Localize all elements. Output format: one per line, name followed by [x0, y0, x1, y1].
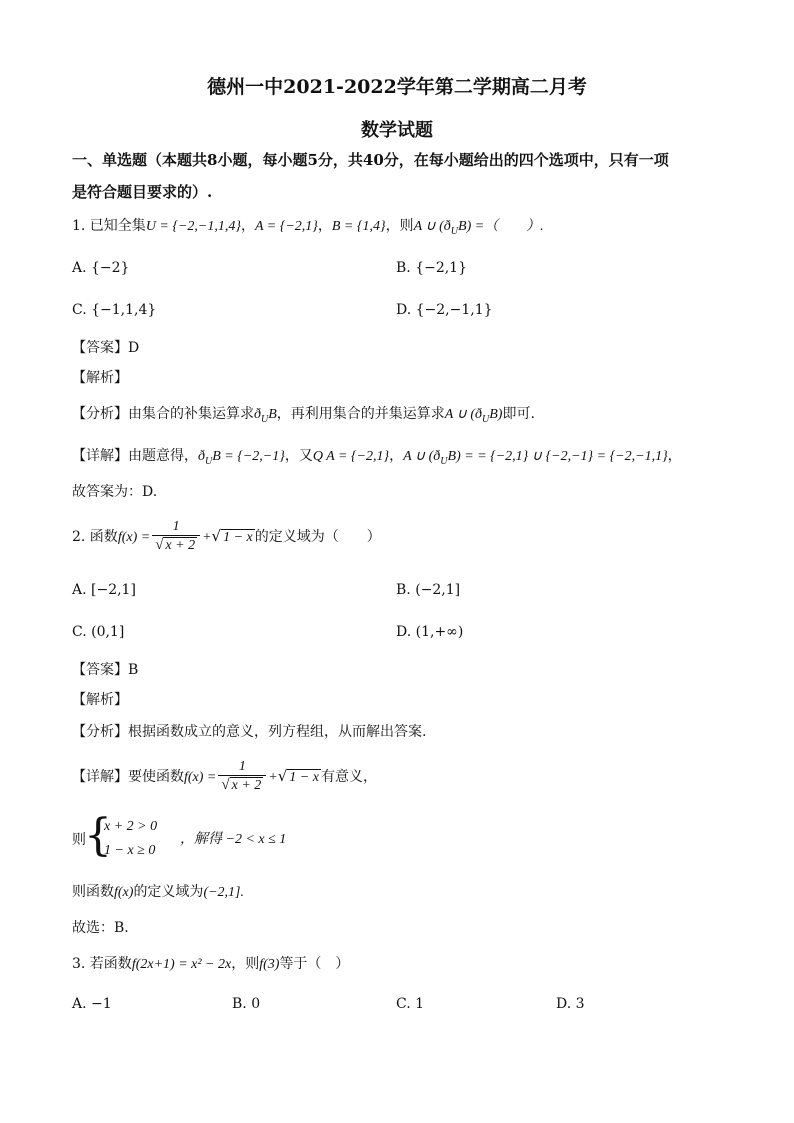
- q3-stem: [72, 954, 349, 975]
- q1-fenxi-e: ，再利用集合的并集运算求: [276, 406, 445, 422]
- q2-domain-b: f(x): [114, 885, 134, 900]
- q2-detail: [72, 756, 377, 798]
- q2-fx: f(x) =: [117, 530, 151, 545]
- q3-stem-b: ，则: [231, 956, 260, 972]
- section-heading-line2: 是符合题目要求的）.: [72, 183, 213, 201]
- q2-stem-text: 2. 函数: [72, 529, 118, 545]
- q1-ask: ，则: [385, 218, 414, 234]
- q1-detail: [72, 446, 682, 472]
- q1-fenxi-c: U: [261, 413, 269, 425]
- left-brace-icon: {: [84, 810, 112, 861]
- sqrt-icon: √: [221, 777, 230, 793]
- q2-detail-b: 有意义，: [320, 769, 377, 785]
- exam-title: 德州一中2021-2022学年第二学期高二月考: [207, 76, 587, 98]
- sqrt-icon: √: [277, 767, 288, 785]
- q2-fraction: [152, 519, 200, 555]
- q3-option-c: C. 1: [396, 996, 425, 1012]
- q1-detail-f: Q A = {−2,1}: [312, 449, 390, 464]
- q1-fenxi-d: B: [268, 407, 277, 422]
- sqrt-icon: √: [155, 537, 164, 553]
- q1-analysis-tag: 【解析】: [72, 370, 128, 386]
- q2-ze: 则: [72, 832, 86, 848]
- q3-expr: f(2x+1) = x² − 2x: [131, 957, 232, 972]
- q1-option-c: C. {−1,1,4}: [72, 302, 157, 318]
- q2-analysis-tag: 【解析】: [72, 692, 128, 708]
- q2-option-c: C. (0,1]: [72, 624, 125, 640]
- exam-subtitle: 数学试题: [361, 120, 433, 141]
- q2-answer-value: B: [128, 662, 139, 678]
- q1-fenxi-b: ð: [254, 407, 261, 422]
- q1-fenxi-a: 由集合的补集运算求: [128, 406, 254, 422]
- q2-option-d: D. (1,+∞): [396, 624, 464, 640]
- q2-solve: ，解得 −2 < x ≤ 1: [180, 832, 287, 847]
- q2-system-line2: 1 − x ≥ 0: [104, 843, 156, 858]
- section-heading-line1: 一、单选题（本题共8小题，每小题5分，共40分，在每小题给出的四个选项中，只有一项: [72, 151, 669, 169]
- q1-answer: [72, 338, 139, 358]
- q3-option-a: A. −1: [72, 996, 112, 1012]
- q1-fenxi-g: U: [482, 413, 490, 425]
- q2-option-a: A. [−2,1]: [72, 582, 136, 598]
- q1-option-a: A. {−2}: [72, 260, 130, 276]
- q1-option-d: D. {−2,−1,1}: [396, 302, 493, 318]
- q2-root: 1 − x: [223, 530, 253, 545]
- q2-detail-plus: +: [268, 770, 278, 785]
- q2-fenxi-text: 根据函数成立的意义，列方程组，从而解出答案.: [128, 724, 427, 740]
- q2-fraction-numerator: 1: [172, 519, 180, 534]
- q2-system-line1: x + 2 > 0: [104, 819, 158, 834]
- q2-answer-tag: 【答案】: [72, 662, 128, 678]
- q1-answer-tag: 【答案】: [72, 340, 128, 356]
- q1-stem: [72, 216, 544, 242]
- q1-stem-text: 1. 已知全集: [72, 218, 146, 234]
- q1-conclusion: 故答案为：D.: [72, 484, 158, 500]
- q2-domain-d: (−2,1].: [203, 885, 244, 900]
- q2-detail-root: 1 − x: [289, 770, 319, 785]
- q3-stem-a: 3. 若函数: [72, 956, 132, 972]
- q3-stem-c: 等于（ ）: [279, 956, 350, 972]
- q1-detail-e: ，又: [284, 448, 313, 464]
- q1-set-b: B = {1,4}: [331, 219, 386, 234]
- q1-fenxi-i: 即可.: [502, 406, 535, 422]
- q2-stem: [72, 516, 381, 558]
- q1-fenxi: [72, 404, 535, 430]
- q1-detail-c: U: [205, 455, 213, 467]
- sqrt-icon: √: [211, 527, 222, 545]
- q1-detail-tag: 【详解】: [72, 448, 128, 464]
- q1-set-a: A = {−2,1}: [254, 219, 318, 234]
- q2-detail-fraction: [218, 759, 266, 795]
- q1-fenxi-tag: 【分析】: [72, 406, 128, 422]
- q1-expr2: B) =（ ）.: [458, 219, 544, 234]
- q1-detail-d: B = {−2,−1}: [212, 449, 285, 464]
- q2-detail-tag: 【详解】: [72, 769, 128, 785]
- q2-stem-tail: 的定义域为（ ）: [254, 529, 381, 545]
- q3-option-d: D. 3: [556, 996, 585, 1012]
- q1-answer-value: D: [128, 340, 140, 356]
- q1-detail-i: U: [440, 455, 448, 467]
- q2-fraction-denominator: [152, 535, 200, 555]
- q2-domain: [72, 882, 244, 903]
- q2-domain-c: 的定义域为: [133, 884, 204, 900]
- q2-detail-a: 要使函数: [128, 769, 184, 785]
- q2-detail-den-radicand: x + 2: [231, 778, 262, 793]
- q1-sep2: ，: [317, 218, 332, 234]
- q2-plus: +: [202, 530, 212, 545]
- q2-detail-fx: f(x) =: [184, 770, 217, 785]
- q1-option-b: B. {−2,1}: [396, 260, 467, 276]
- q1-detail-h: A ∪ (ð: [403, 449, 441, 464]
- q1-detail-a: 由题意得，: [128, 448, 198, 464]
- q1-expr-sub: U: [450, 225, 459, 237]
- q2-detail-numerator: 1: [238, 759, 246, 774]
- q1-expr: A ∪ (ð: [413, 219, 451, 234]
- q2-answer: [72, 660, 138, 680]
- q1-set-u: U = {−2,−1,1,4}: [145, 219, 241, 234]
- q1-fenxi-h: B): [489, 407, 503, 422]
- q2-domain-a: 则函数: [72, 884, 114, 900]
- q1-detail-g: ，: [389, 448, 404, 464]
- q1-detail-b: ð: [198, 449, 205, 464]
- q1-detail-j: B) = = {−2,1} ∪ {−2,−1} = {−2,−1,1}: [447, 449, 668, 464]
- q1-fenxi-f: A ∪ (ð: [444, 407, 483, 422]
- q3-expr2: f(3): [259, 957, 280, 972]
- q1-detail-k: ，: [667, 448, 682, 464]
- q2-conclusion: 故选：B.: [72, 920, 129, 936]
- q3-option-b: B. 0: [232, 996, 261, 1012]
- q2-fenxi: [72, 722, 426, 742]
- q2-option-b: B. (−2,1]: [396, 582, 461, 598]
- q1-sep1: ，: [240, 218, 255, 234]
- q2-detail-denominator: [218, 775, 266, 795]
- q2-fenxi-tag: 【分析】: [72, 724, 128, 740]
- q2-den-radicand: x + 2: [165, 538, 196, 553]
